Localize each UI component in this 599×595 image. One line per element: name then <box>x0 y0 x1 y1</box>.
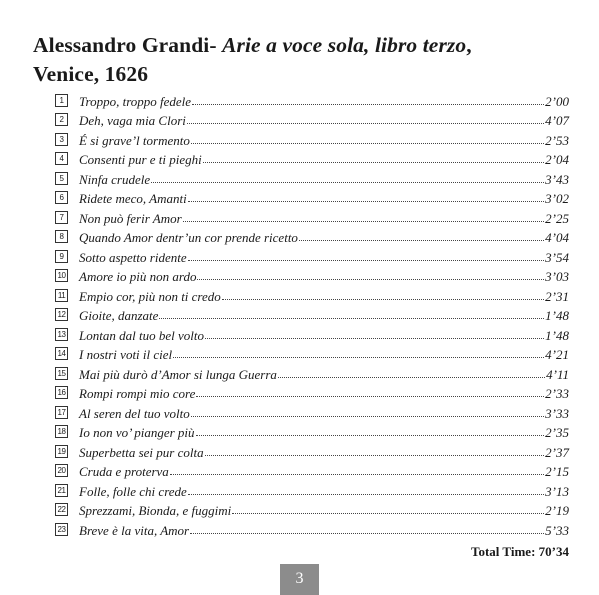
track-number-box: 18 <box>55 425 68 438</box>
dot-leader <box>183 221 544 222</box>
dot-leader <box>222 299 544 300</box>
track-row <box>55 128 569 148</box>
track-row <box>55 265 569 285</box>
page-number: 3 <box>280 564 319 595</box>
track-row <box>55 167 569 187</box>
track-row <box>55 323 569 343</box>
track-number-box: 11 <box>55 289 68 302</box>
track-title: Ridete meco, Amanti <box>79 191 187 206</box>
track-duration: 3’02 <box>545 191 569 206</box>
track-duration: 1’48 <box>545 308 569 323</box>
dot-leader <box>191 416 544 417</box>
track-row <box>55 226 569 246</box>
track-number-box: 2 <box>55 113 68 126</box>
track-row <box>55 284 569 304</box>
track-number-box: 17 <box>55 406 68 419</box>
track-row <box>55 518 569 538</box>
track-row <box>55 382 569 402</box>
track-row <box>55 421 569 441</box>
track-title: Mai più durò d’Amor si lunga Guerra <box>79 366 277 382</box>
dot-leader <box>205 455 545 456</box>
track-title: Deh, vaga mia Clori <box>79 113 186 128</box>
track-duration: 2’31 <box>545 288 569 304</box>
track-duration: 4’04 <box>545 230 569 245</box>
dot-leader <box>203 162 544 163</box>
track-number-box: 13 <box>55 328 68 341</box>
dot-leader <box>205 338 544 339</box>
track-duration: 2’19 <box>545 503 569 518</box>
track-title: Cruda e proterva <box>79 464 169 479</box>
track-row <box>55 460 569 480</box>
track-number-box: 22 <box>55 503 68 516</box>
track-title: Empio cor, più non ti credo <box>79 288 221 304</box>
dot-leader <box>188 260 545 261</box>
track-number-box: 9 <box>55 250 68 263</box>
dot-leader <box>190 533 544 534</box>
track-title: Io non vo’ pianger più <box>79 425 195 440</box>
track-number-box: 10 <box>55 269 68 282</box>
track-number-box: 16 <box>55 386 68 399</box>
dot-leader <box>191 143 544 144</box>
track-title: Lontan dal tuo bel volto <box>79 327 204 343</box>
dot-leader <box>188 201 544 202</box>
dot-leader <box>192 104 544 105</box>
track-title: Sprezzami, Bionda, e fuggimi <box>79 503 232 518</box>
place-date: Venice, 1626 <box>33 62 149 86</box>
track-duration: 2’35 <box>545 425 569 440</box>
dot-leader <box>196 435 545 436</box>
total-time: Total Time: 70’34 <box>471 544 569 559</box>
track-number-box: 15 <box>55 367 68 380</box>
track-number-box: 5 <box>55 172 68 185</box>
track-duration: 5’33 <box>545 522 569 538</box>
track-number-box: 19 <box>55 445 68 458</box>
track-title: Consenti pur e ti pieghi <box>79 152 202 167</box>
track-duration: 4’21 <box>545 347 569 362</box>
track-title: Gioite, danzate <box>79 308 159 323</box>
track-duration: 4’07 <box>545 113 569 128</box>
track-title: Sotto aspetto ridente <box>79 249 187 265</box>
track-row <box>55 343 569 363</box>
track-number-box: 1 <box>55 94 68 107</box>
track-row <box>55 499 569 519</box>
dot-leader <box>151 182 544 183</box>
track-row <box>55 187 569 207</box>
dot-leader <box>173 357 544 358</box>
track-row <box>55 479 569 499</box>
work-title: Arie a voce sola, libro terzo <box>222 33 467 57</box>
track-title: Rompi rompi mio core <box>79 386 196 401</box>
track-duration: 2’33 <box>545 386 569 401</box>
composer-name: Alessandro Grandi- <box>33 33 217 57</box>
dot-leader <box>196 396 544 397</box>
track-row <box>55 148 569 168</box>
track-number-box: 3 <box>55 133 68 146</box>
track-number-box: 7 <box>55 211 68 224</box>
track-duration: 2’25 <box>545 210 569 226</box>
track-title: Superbetta sei pur colta <box>79 444 204 460</box>
track-title: É si grave’l tormento <box>79 132 190 148</box>
track-number-box: 4 <box>55 152 68 165</box>
dot-leader <box>232 513 544 514</box>
track-number-box: 21 <box>55 484 68 497</box>
track-duration: 2’00 <box>545 93 569 109</box>
track-number-box: 6 <box>55 191 68 204</box>
track-row <box>55 245 569 265</box>
track-list <box>55 89 569 538</box>
track-title: Ninfa crudele <box>79 171 151 187</box>
track-duration: 1’48 <box>545 327 569 343</box>
track-title: Non può ferir Amor <box>79 210 182 226</box>
track-number-box: 12 <box>55 308 68 321</box>
track-duration: 3’33 <box>545 405 569 421</box>
track-duration: 2’37 <box>545 444 569 460</box>
track-row <box>55 304 569 324</box>
track-duration: 2’53 <box>545 132 569 148</box>
dot-leader <box>170 474 544 475</box>
track-title: Folle, folle chi crede <box>79 483 187 499</box>
dot-leader <box>299 240 544 241</box>
dot-leader <box>187 123 544 124</box>
track-duration: 3’13 <box>545 483 569 499</box>
track-title: I nostri voti il ciel <box>79 347 173 362</box>
track-title: Troppo, troppo fedele <box>79 93 192 109</box>
track-title: Amore io più non ardo <box>79 269 197 284</box>
track-number-box: 8 <box>55 230 68 243</box>
dot-leader <box>188 494 544 495</box>
track-title: Breve è la vita, Amor <box>79 522 190 538</box>
track-number-box: 14 <box>55 347 68 360</box>
track-number-box: 20 <box>55 464 68 477</box>
dot-leader <box>159 318 544 319</box>
track-title: Al seren del tuo volto <box>79 405 190 421</box>
track-row <box>55 440 569 460</box>
dot-leader <box>278 377 545 378</box>
track-duration: 3’54 <box>545 249 569 265</box>
track-row <box>55 401 569 421</box>
track-duration: 4’11 <box>546 366 569 382</box>
track-row <box>55 206 569 226</box>
track-title: Quando Amor dentr’un cor prende ricetto <box>79 230 298 245</box>
track-row <box>55 89 569 109</box>
track-duration: 2’04 <box>545 152 569 167</box>
track-duration: 2’15 <box>545 464 569 479</box>
track-number-box: 23 <box>55 523 68 536</box>
track-duration: 3’43 <box>545 171 569 187</box>
title-comma: , <box>466 33 472 57</box>
track-duration: 3’03 <box>545 269 569 284</box>
dot-leader <box>197 279 544 280</box>
track-row <box>55 362 569 382</box>
page-title <box>33 31 573 89</box>
track-row <box>55 109 569 129</box>
